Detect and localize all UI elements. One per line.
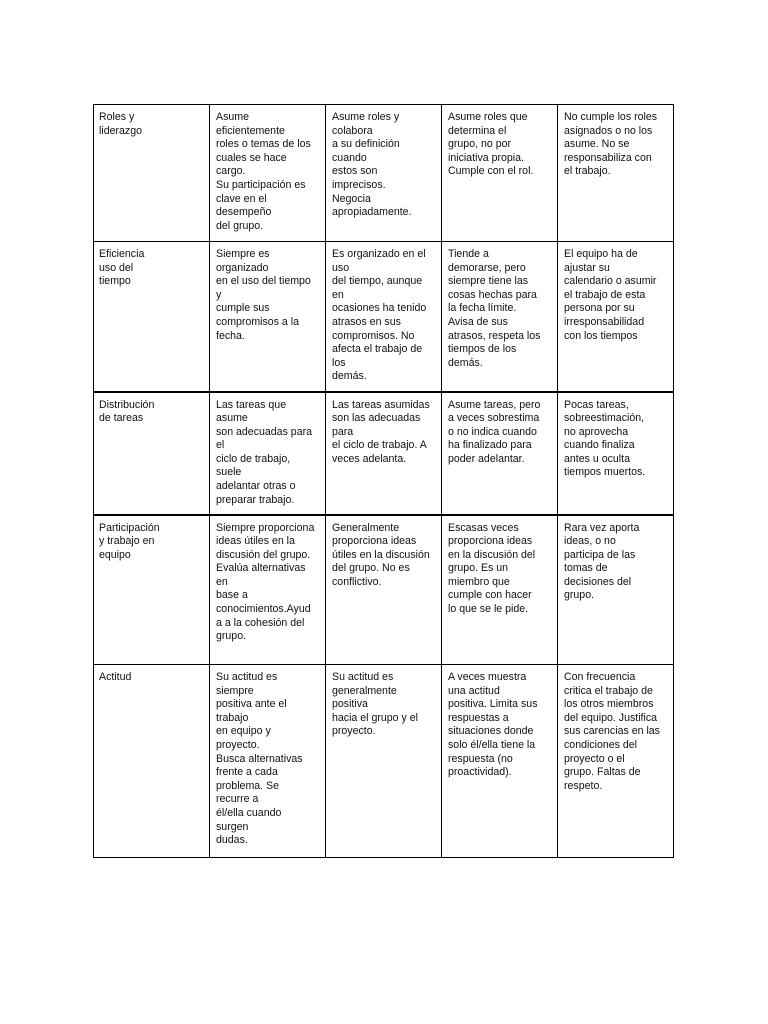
level-cell: Pocas tareas, sobreestimación, no aprovecha cuando finaliza antes u oculta tiempos muertos. (558, 392, 674, 515)
level-cell: Generalmente proporciona ideas útiles en la discusión del grupo. No es conflictivo. (326, 515, 442, 665)
level-cell: El equipo ha de ajustar su calendario o asumir el trabajo de esta persona por su irresponsabilidad con los tiempos (558, 242, 674, 392)
table-row (94, 105, 674, 242)
level-cell: Asume tareas, pero a veces sobrestima o no indica cuando ha finalizado para poder adelantar. (442, 392, 558, 515)
level-cell: Su actitud es generalmente positiva hacia el grupo y el proyecto. (326, 665, 442, 858)
criterion-cell: Roles y liderazgo (94, 105, 210, 242)
level-cell: Rara vez aporta ideas, o no participa de las tomas de decisiones del grupo. (558, 515, 674, 665)
level-cell: Su actitud es siempre positiva ante el trabajo en equipo y proyecto. Busca alternativas frente a cada problema. Se recurre a él/ella cuando surgen dudas. (210, 665, 326, 858)
level-cell: Tiende a demorarse, pero siempre tiene las cosas hechas para la fecha límite. Avisa de sus atrasos, respeta los tiempos de los demás. (442, 242, 558, 392)
criterion-cell: Actitud (94, 665, 210, 858)
level-cell: Asume roles y colabora a su definición cuando estos son imprecisos. Negocia apropiadamente. (326, 105, 442, 242)
level-cell: Escasas veces proporciona ideas en la discusión del grupo. Es un miembro que cumple con hacer lo que se le pide. (442, 515, 558, 665)
criterion-cell: Distribución de tareas (94, 392, 210, 515)
table-row (94, 392, 674, 515)
level-cell: Con frecuencia critica el trabajo de los otros miembros del equipo. Justifica sus carencias en las condiciones del proyecto o el grupo. Faltas de respeto. (558, 665, 674, 858)
table-row (94, 242, 674, 392)
level-cell: Siempre proporciona ideas útiles en la discusión del grupo. Evalúa alternativas en base a conocimientos.Ayud a a la cohesión del grupo. (210, 515, 326, 665)
level-cell: Es organizado en el uso del tiempo, aunque en ocasiones ha tenido atrasos en sus compromisos. No afecta el trabajo de los demás. (326, 242, 442, 392)
level-cell: A veces muestra una actitud positiva. Limita sus respuestas a situaciones donde solo él/ella tiene la respuesta (no proactividad). (442, 665, 558, 858)
level-cell: Las tareas asumidas son las adecuadas para el ciclo de trabajo. A veces adelanta. (326, 392, 442, 515)
level-cell: Siempre es organizado en el uso del tiempo y cumple sus compromisos a la fecha. (210, 242, 326, 392)
rubric-table (93, 104, 674, 858)
criterion-cell: Eficiencia uso del tiempo (94, 242, 210, 392)
level-cell: No cumple los roles asignados o no los asume. No se responsabiliza con el trabajo. (558, 105, 674, 242)
table-row (94, 515, 674, 665)
level-cell: Asume eficientemente roles o temas de los cuales se hace cargo. Su participación es clave en el desempeño del grupo. (210, 105, 326, 242)
criterion-cell: Participación y trabajo en equipo (94, 515, 210, 665)
level-cell: Asume roles que determina el grupo, no por iniciativa propia. Cumple con el rol. (442, 105, 558, 242)
level-cell: Las tareas que asume son adecuadas para el ciclo de trabajo, suele adelantar otras o preparar trabajo. (210, 392, 326, 515)
table-row (94, 665, 674, 858)
